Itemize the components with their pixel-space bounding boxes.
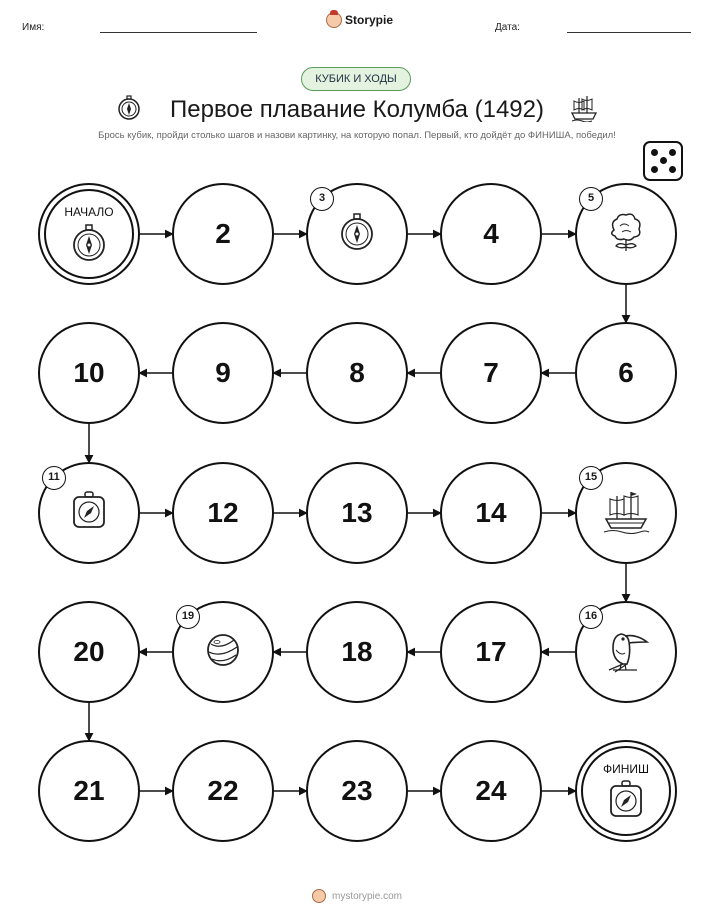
space-number: 17 (475, 636, 507, 667)
cotton-flower-icon (604, 210, 648, 259)
board-space-24[interactable] (440, 740, 542, 842)
board-space-7[interactable] (440, 322, 542, 424)
space-number-badge: 3 (310, 187, 334, 211)
space-number: 4 (483, 218, 499, 249)
space-number: 24 (475, 775, 507, 806)
space-number: 2 (215, 218, 231, 249)
board-space-8[interactable] (306, 322, 408, 424)
brand-name: Storypie (345, 13, 394, 27)
compass-icon (69, 223, 109, 268)
footer (0, 889, 714, 903)
board-space-23[interactable] (306, 740, 408, 842)
space-number-badge: 5 (579, 187, 603, 211)
board-space-21[interactable] (38, 740, 140, 842)
space-number: 8 (349, 357, 365, 388)
space-number: 18 (341, 636, 373, 667)
space-number: 10 (73, 357, 105, 388)
space-number: 20 (73, 636, 105, 667)
board-space-15[interactable] (575, 462, 677, 564)
board-space-9[interactable] (172, 322, 274, 424)
space-number: 6 (618, 357, 634, 388)
space-number-badge: 19 (176, 605, 200, 629)
board-space-2[interactable] (172, 183, 274, 285)
space-number-badge: 15 (579, 466, 603, 490)
toucan-icon (601, 626, 651, 679)
board-space-4[interactable] (440, 183, 542, 285)
square-compass-icon (69, 491, 109, 536)
space-number: 12 (207, 497, 239, 528)
space-number: 14 (475, 497, 507, 528)
start-label: НАЧАЛО (64, 205, 114, 219)
start-space[interactable] (38, 183, 140, 285)
board-space-18[interactable] (306, 601, 408, 703)
space-number: 13 (341, 497, 373, 528)
space-number: 22 (207, 775, 239, 806)
finish-label: ФИНИШ (602, 762, 650, 776)
board-space-6[interactable] (575, 322, 677, 424)
board-space-12[interactable] (172, 462, 274, 564)
board-space-10[interactable] (38, 322, 140, 424)
board-space-20[interactable] (38, 601, 140, 703)
date-label: Дата: (495, 22, 520, 33)
space-number-badge: 11 (42, 466, 66, 490)
board-space-11[interactable] (38, 462, 140, 564)
board-space-22[interactable] (172, 740, 274, 842)
space-number: 21 (73, 775, 105, 806)
game-type-tag: КУБИК И ХОДЫ (301, 67, 411, 91)
sailing-ship-icon (601, 488, 651, 539)
space-number: 7 (483, 357, 499, 388)
board-space-5[interactable] (575, 183, 677, 285)
board-space-17[interactable] (440, 601, 542, 703)
board-space-19[interactable] (172, 601, 274, 703)
name-label: Имя: (22, 22, 45, 33)
square-compass-icon (606, 780, 646, 825)
compass-icon (337, 212, 377, 257)
instructions: Брось кубик, пройди столько шагов и назови картинку, на которую попал. Первый, кто дойдёт до ФИНИША, победил! (98, 130, 616, 141)
space-number-badge: 16 (579, 605, 603, 629)
board-space-16[interactable] (575, 601, 677, 703)
footer-site: mystorypie.com (331, 890, 402, 902)
bead-icon (203, 630, 243, 675)
space-number: 9 (215, 357, 231, 388)
finish-space[interactable] (575, 740, 677, 842)
board-space-3[interactable] (306, 183, 408, 285)
board-space-13[interactable] (306, 462, 408, 564)
board-space-14[interactable] (440, 462, 542, 564)
page-title: Первое плавание Колумба (1492) (170, 96, 544, 123)
space-number: 23 (341, 775, 373, 806)
brand-mascot-icon (312, 889, 326, 903)
